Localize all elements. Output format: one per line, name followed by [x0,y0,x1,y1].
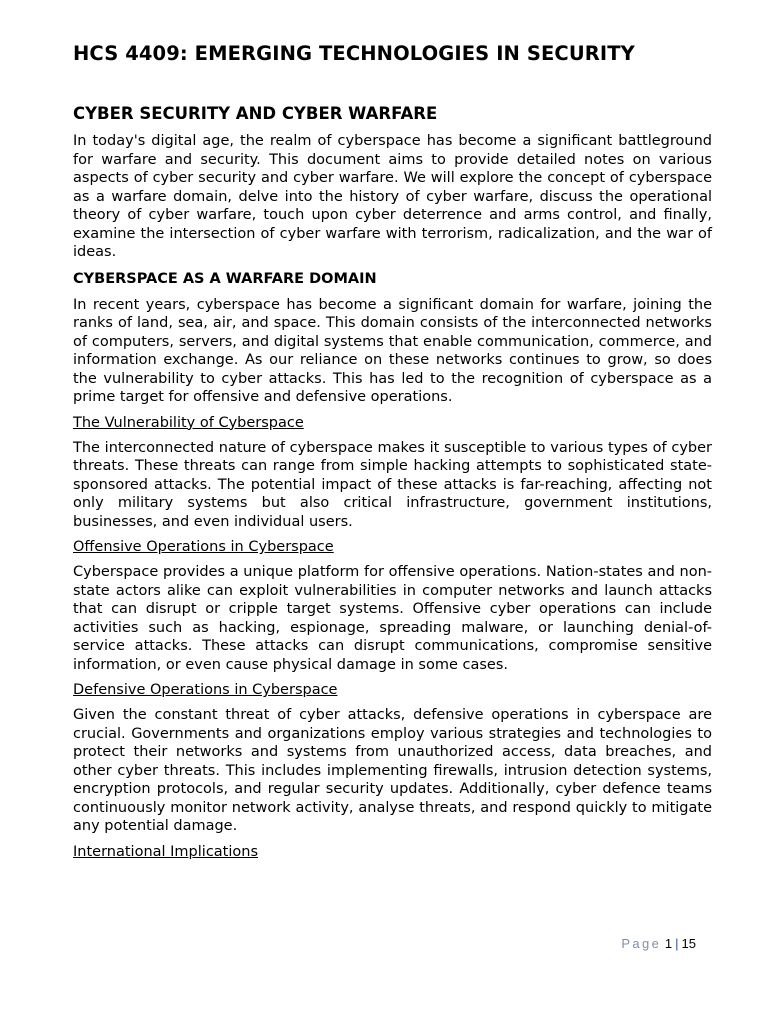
topic-paragraph-defensive: Given the constant threat of cyber attacks, defensive operations in cyberspace are crucial. Governments and organizations employ various strategies and technologies to protect their networks and systems from unauthorized access, data breaches, and other cyber threats. This includes implementing firewalls, intrusion detection systems, encryption protocols, and regular security updates. Additionally, cyber defence teams continuously monitor network activity, analyse threats, and respond quickly to mitigate any potential damage. [73,707,712,834]
current-page-number: 1 [664,936,673,951]
section-heading: CYBER SECURITY AND CYBER WARFARE [73,104,438,123]
page-separator: | [675,936,679,951]
topic-heading-international: International Implications [73,843,259,860]
topic-heading-vulnerability: The Vulnerability of Cyberspace [73,414,304,431]
topic-paragraph-vulnerability: The interconnected nature of cyberspace makes it susceptible to various types of cyber threats. These threats can range from simple hacking attempts to sophisticated state-sponsored attacks. The potential impact of these attacks is far-reaching, affecting not only military systems but also critical infrastructure, government institutions, businesses, and even individual users. [73,439,712,530]
document-title: HCS 4409: EMERGING TECHNOLOGIES IN SECURITY [73,42,635,65]
topic-heading-defensive: Defensive Operations in Cyberspace [73,682,338,698]
total-pages-number: 15 [681,936,696,951]
subsection-intro-paragraph: In recent years, cyberspace has become a significant domain for warfare, joining the ranks of land, sea, air, and space. This domain consists of the interconnected networks of computers, servers, and digital systems that enable communication, commerce, and information exchange. As our reliance on these networks continues to grow, so does the vulnerability to cyber attacks. This has led to the recognition of cyberspace as a prime target for offensive and defensive operations. [73,296,712,405]
document-page [73,0,712,1024]
section-intro-paragraph: In today's digital age, the realm of cyberspace has become a significant battleground for warfare and security. This document aims to provide detailed notes on various aspects of cyber security and cyber warfare. We will explore the concept of cyberspace as a warfare domain, delve into the history of cyber warfare, discuss the operational theory of cyber warfare, touch upon cyber deterrence and arms control, and finally, examine the intersection of cyber warfare with terrorism, radicalization, and the war of ideas. [73,133,712,260]
topic-heading-offensive: Offensive Operations in Cyberspace [73,539,334,555]
page-footer [621,936,696,951]
subsection-heading: CYBERSPACE AS A WARFARE DOMAIN [73,270,377,287]
document-body [73,103,712,868]
page-label: Page [621,936,662,951]
topic-paragraph-offensive: Cyberspace provides a unique platform for offensive operations. Nation-states and non-state actors alike can exploit vulnerabilities in computer networks and launch attacks that can disrupt or cripple target systems. Offensive cyber operations can include activities such as hacking, espionage, spreading malware, or launching denial-of-service attacks. These attacks can disrupt communications, compromise sensitive information, or even cause physical damage in some cases. [73,564,712,673]
